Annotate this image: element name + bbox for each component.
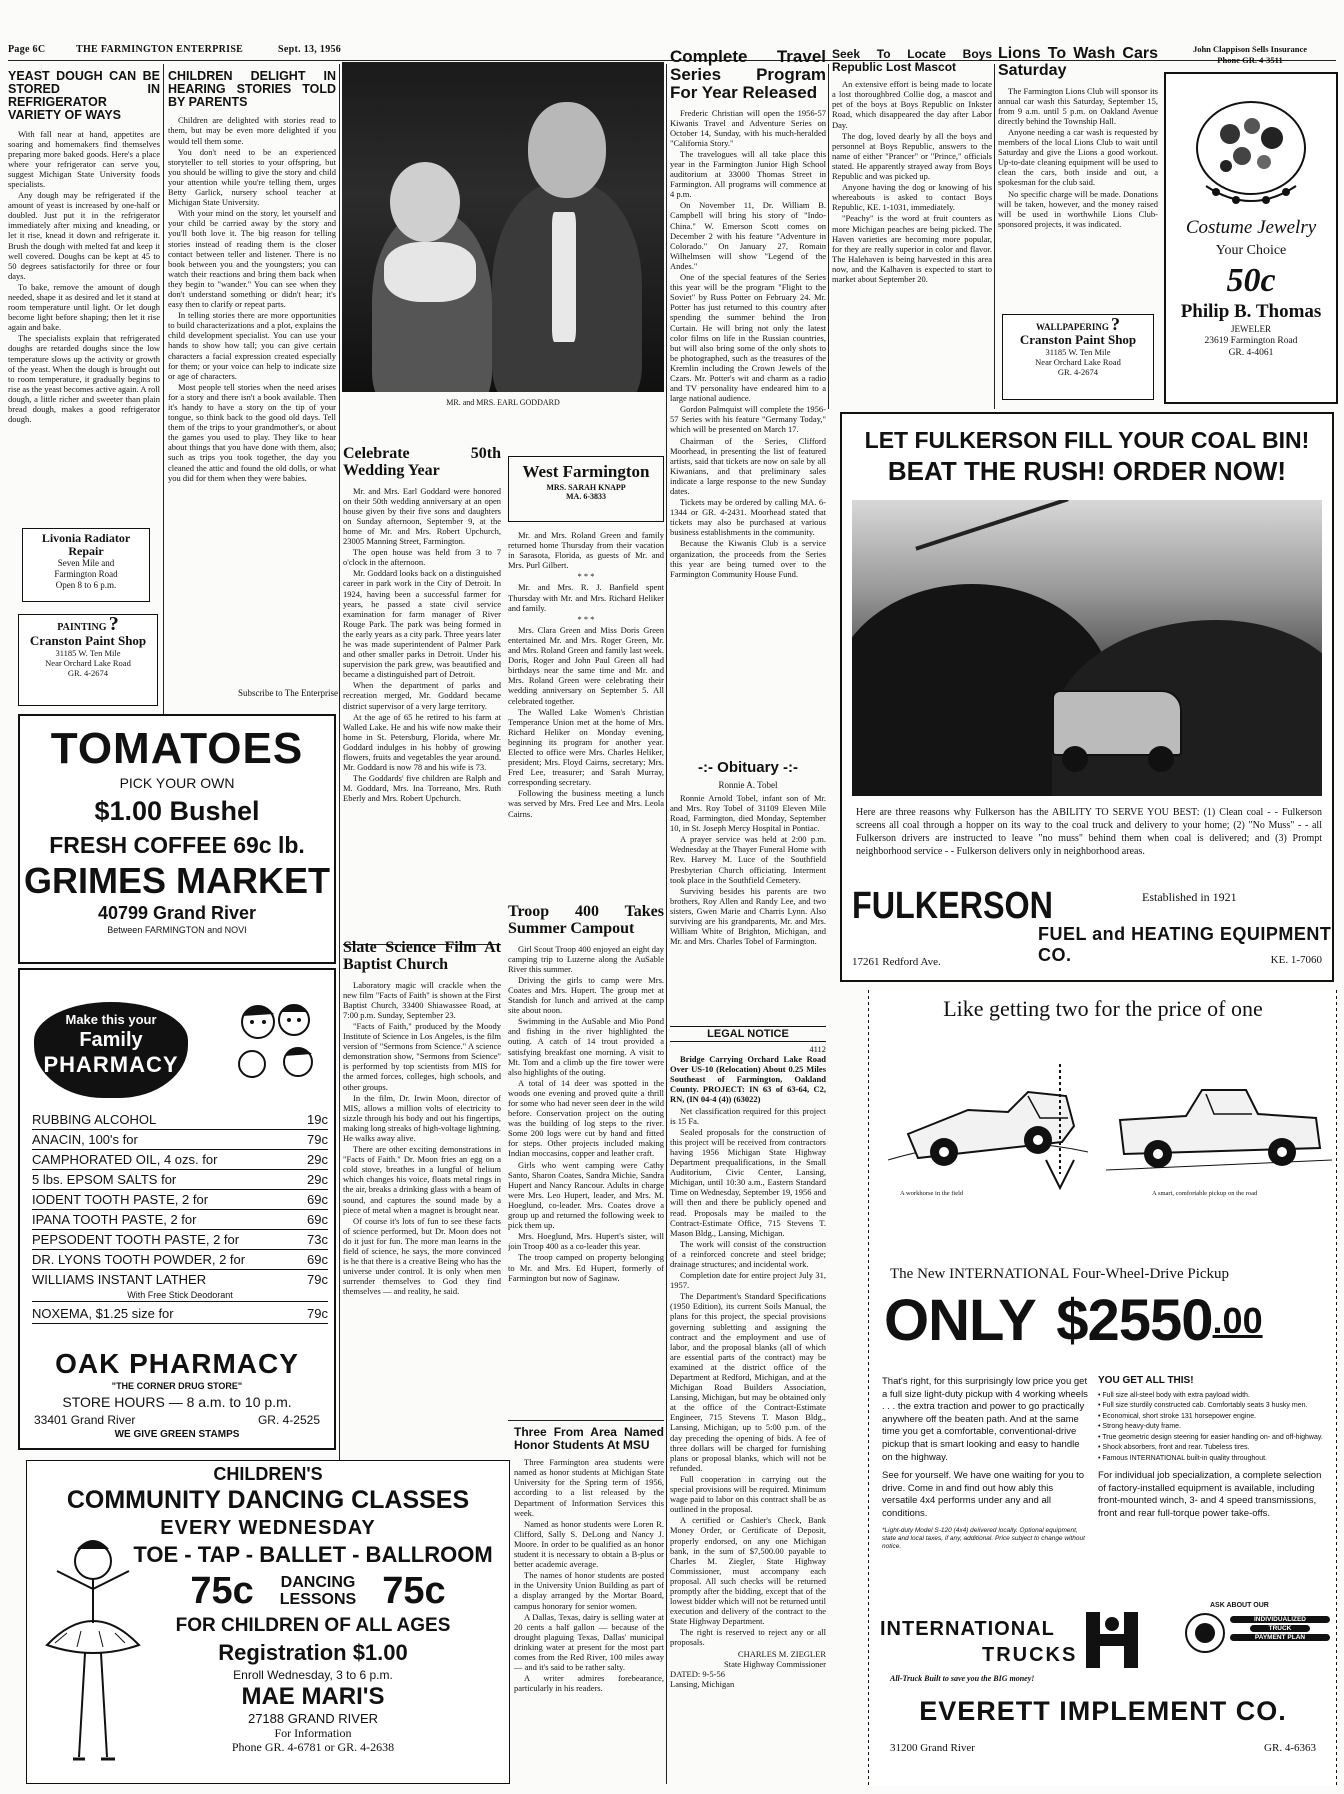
- feature-item: • Economical, short stroke 131 horsepower engine.: [1098, 1412, 1257, 1420]
- article-west-farmington: [508, 530, 664, 898]
- paragraph: The dog, loved dearly by all the boys and personnel at Boys Republic, answers to the name of either "Prancer" or "Prince," officials stated. He apparently strayed away from Boys Republic and was picked up.: [832, 130, 992, 182]
- article-honor-students: [514, 1426, 664, 1786]
- article-legal-notice: [670, 1026, 826, 1786]
- dance-day: EVERY WEDNESDAY: [160, 1517, 376, 1539]
- column-rule: [828, 64, 829, 409]
- question-mark: ?: [108, 614, 119, 635]
- family-illustration: [228, 992, 328, 1088]
- paragraph: Anyone having the dog or knowing of his whereabouts is asked to contact Boys Republic, KE. 1-1031, immediately.: [832, 182, 992, 213]
- lesson-price: 75c: [382, 1570, 446, 1612]
- ad-line: Repair: [68, 544, 104, 558]
- banner-line: Family: [79, 1029, 143, 1051]
- reporter-phone: MA. 6-3833: [566, 491, 606, 501]
- dance-line: CHILDREN'S: [213, 1464, 323, 1484]
- paragraph: Girl Scout Troop 400 enjoyed an eight day camping trip to Luzerne along the AuSable River this summer.: [508, 943, 664, 974]
- dealer-phone: GR. 4-6363: [1264, 1742, 1316, 1754]
- ad-line: Livonia Radiator: [41, 531, 131, 545]
- lesson-label-line: LESSONS: [279, 1591, 357, 1608]
- ad-copy: For individual job specialization, a complete selection of factory-installed equipment is available, including front-mounted winch, 3- and 4 speed transmissions, front and rear full-torque power take-offs.: [1098, 1470, 1322, 1519]
- paragraph: Three Farmington area students were named as honor students at Michigan State University for the Spring term of 1956, according to a list released by the Department of Information Services this week.: [514, 1457, 664, 1518]
- paragraph: You don't need to be an experienced storyteller to tell stories to your offspring, but you should be willing to give the story and child your attention while you're telling them, urges Betty Garlick, nursery school teacher at Michigan State University.: [168, 146, 336, 208]
- paragraph: When the department of parks and recreation merged, Mr. Goddard became district supervisor of a very large territory.: [343, 680, 501, 711]
- feature-item: • True geometric design steering for easier handling on- and off-highway.: [1098, 1433, 1323, 1441]
- paragraph: There are other exciting demonstrations in "Facts of Faith." Dr. Moon fries an egg on a cold stove, breathes in a lungful of helium which changes his voice, floats metal rings in the air, breaks a drinking glass with a beam of sound, and captures the sound made by a piece of metal when a magnet is brought near.: [343, 1144, 501, 1215]
- studio-address: 27188 GRAND RIVER: [247, 1711, 379, 1726]
- green-stamps: WE GIVE GREEN STAMPS: [114, 1429, 240, 1440]
- established: Established in 1921: [1142, 890, 1237, 904]
- paragraph: Named as honor students were Loren R. Clifford, Sally S. DeLong and Nancy J. Moore. In order to be qualified as an honor student it is necessary to obtain a B-plus or better academic average.: [514, 1518, 664, 1570]
- ad-grimes-market: [18, 714, 336, 964]
- headline: Celebrate 50th Wedding Year: [343, 446, 501, 479]
- item-name: CAMPHORATED OIL, 4 ozs. for: [32, 1152, 218, 1167]
- headline: Troop 400 Takes Summer Campout: [508, 904, 664, 937]
- feature-list: [1098, 1376, 1330, 1520]
- feature-item: • Full size all-steel body with extra payload width.: [1098, 1391, 1250, 1399]
- item-name: RUBBING ALCOHOL: [32, 1112, 157, 1127]
- reporter-name: MRS. SARAH KNAPP: [546, 482, 626, 492]
- store-address: 33401 Grand River: [34, 1413, 136, 1427]
- plan-line: PAYMENT PLAN: [1230, 1634, 1330, 1641]
- item-price: 69c: [307, 1192, 328, 1207]
- paragraph: Full cooperation in carrying out the special provisions will be required. Minimum wage paid to labor on this contract shall be as outlined in the proposal.: [670, 1473, 826, 1515]
- paragraph: Because the Kiwanis Club is a service organization, the proceeds from the Series this year are being turned over to the Farmington Community House Fund.: [670, 538, 826, 579]
- paragraph: Children are delighted with stories read to them, but may be even more delighted if you would tell them some.: [168, 115, 336, 146]
- feature-item: • Strong heavy-duty frame.: [1098, 1423, 1181, 1430]
- ih-logo-icon: [1084, 1610, 1140, 1670]
- ad-coffee: FRESH COFFEE 69c lb.: [49, 832, 305, 858]
- lesson-label-line: DANCING: [280, 1574, 356, 1591]
- ad-copy: See for yourself. We have one waiting for you to drive. Come in and find out how ably this versatile 4x4 performs under any and all conditions.: [882, 1470, 1085, 1519]
- ad-mae-maris-dance: [26, 1460, 510, 1784]
- enroll: Enroll Wednesday, 3 to 6 p.m.: [233, 1668, 393, 1682]
- photo-face: [390, 162, 460, 242]
- truck-road-illustration: [1106, 1050, 1332, 1190]
- headline: CHILDREN DELIGHT IN HEARING STORIES TOLD BY PARENTS: [168, 70, 336, 110]
- price-row: [32, 1230, 328, 1250]
- truck-wheel: [1062, 746, 1088, 772]
- jewelry-illustration: [1186, 86, 1316, 216]
- paragraph: At the age of 65 he retired to his farm at Walled Lake. He and his wife now make their home in St. Petersburg, Florida, where Mr. Goddard indulges in his hobby of growing flowers, fruits and vegetables the year around. Mr. Goddard is now 78 and his wife is 73.: [343, 711, 501, 773]
- paragraph: No specific charge will be made. Donations will be taken, however, and the money raised will be used in worthwhile Lions Club-sponsored projects, it was indicated.: [998, 188, 1158, 229]
- script-title: Costume Jewelry: [1185, 217, 1317, 238]
- paragraph: Girls who went camping were Cathy Santo, Sharon Coates, Sandra Michie, Sandra Hupert and Nancy Rancour. Adults in charge were Mrs. Leo Hupert, leader, and Mrs. M. Hoeglund, co-leader. Mrs. Coates drove a group up and returned the following week to pick them up.: [508, 1159, 664, 1231]
- feature-text: True geometric design steering for easier handling on- and off-highway.: [1102, 1433, 1323, 1441]
- paragraph: The Department's Standard Specifications (1950 Edition), its current Soils Manual, the plans for this project, the special provisions governing subletting and assigning the contract and the employment and use of labor, and the proposal blanks (all of which are essential parts of the contract) may be examined at the district office of the Department at Redford, Michigan, and at the Michigan Road Builders Association, Lansing, Michigan, but may be obtained only at the office of the Contract-Estimate Engineer, 715 Stevens T. Mason Bldg., Lansing, Michigan, up to 5:00 p.m. of the day preceding the opening of bids. A fee of three dollars will be charged for furnishing plans or proposal blanks, which will not be refunded.: [670, 1291, 826, 1473]
- banner-line: Make this your: [65, 1012, 157, 1027]
- paragraph: The troop camped on property belonging to Mr. and Mrs. Ed Hupert, formerly of Farmington but now of Saginaw.: [508, 1252, 664, 1283]
- paragraph: Sealed proposals for the construction of this project will be received from contractors having 1956 Michigan State Highway Department prequalifications, in the Small Auditorium, Civic Center, Lansing, Michigan, until 10:30 a.m., Eastern Standard Time on Wednesday, September 19, 1956 and will then and there be publicly opened and read. Proposals may be mailed to the Contract-Estimate Office, 715 Stevens T. Mason Bldg., Lansing, Michigan.: [670, 1126, 826, 1238]
- studio-phone: Phone GR. 4-6781 or GR. 4-2638: [231, 1740, 395, 1754]
- feature-item: • Full size sturdily constructed cab. Comfortably seats 3 husky men.: [1098, 1402, 1308, 1409]
- ad-line: Farmington Road: [54, 569, 118, 579]
- store-address: 40799 Grand River: [97, 903, 257, 923]
- payment-plan-badge: [1230, 1616, 1330, 1641]
- article-children-stories: [168, 70, 336, 688]
- shop-name: Cranston Paint Shop: [1019, 332, 1137, 347]
- truck-wheel: [1148, 746, 1174, 772]
- ad-service: PAINTING: [57, 622, 107, 633]
- ad-subtitle: PICK YOUR OWN: [119, 775, 235, 791]
- truck-price-cents: .00: [1212, 1300, 1263, 1341]
- headline: YEAST DOUGH CAN BE STORED IN REFRIGERATOR VARIETY OF WAYS: [8, 70, 160, 123]
- company-phone: KE. 1-7060: [1270, 954, 1322, 966]
- item-name: IODENT TOOTH PASTE, 2 for: [32, 1192, 209, 1207]
- price-row: [32, 1110, 328, 1130]
- signature: CHARLES M. ZIEGLER: [737, 1648, 826, 1659]
- ad-dashed-border: [1336, 990, 1337, 1786]
- article-troop-400: [508, 904, 664, 1374]
- paragraph: The names of honor students are posted in the University Union Building as part of a display arranged by the Mortar Board, campus honorary for senior women.: [514, 1570, 664, 1611]
- photo-caption: MR. and MRS. EARL GODDARD: [446, 398, 560, 407]
- conveyor: [915, 500, 1068, 551]
- paragraph: Completion date for entire project July 31, 1957.: [670, 1270, 826, 1291]
- paragraph: A Dallas, Texas, dairy is selling water at 20 cents a half gallon — because of the drought plaguing Texas, Dallas' municipal drinking water at present for the most part comes from the Red River, 100 miles away — and it's said to be rather salty.: [514, 1611, 664, 1673]
- ad-philip-thomas-jeweler: [1164, 72, 1338, 404]
- insurance-line: John Clappison Sells Insurance: [1192, 44, 1308, 54]
- paragraph: Mr. and Mrs. R. J. Banfield spent Thursday with Mr. and Mrs. Richard Heliker and family.: [508, 582, 664, 613]
- column-rule: [163, 64, 164, 714]
- paragraph: To bake, remove the amount of dough needed, shape it as desired and let it stand at room temperature until light. Or let dough become light before shaping; then let it rise again and bake.: [8, 281, 160, 333]
- feature-text: Economical, short stroke 131 horsepower engine.: [1102, 1412, 1257, 1420]
- paper-name: THE FARMINGTON ENTERPRISE: [76, 44, 244, 55]
- jeweler-address: 23619 Farmington Road: [1204, 336, 1298, 346]
- paragraph: "Peachy" is the word at fruit counters as more Michigan peaches are being picked. The Haven varieties are becoming more popular, for they are really superior in color and flavor. The Halehaven is being harvested in this area now, and the Kalhaven is expected to start to market about September 20.: [832, 213, 992, 284]
- ad-left-copy: [882, 1376, 1088, 1551]
- shop-address: 31185 W. Ten Mile: [1045, 347, 1111, 357]
- article-goddard-anniversary: [343, 446, 501, 936]
- ad-dashed-border: [868, 990, 869, 1786]
- feature-text: Strong heavy-duty frame.: [1102, 1423, 1181, 1430]
- store-phone: GR. 4-2525: [257, 1413, 320, 1427]
- paragraph: Swimming in the AuSable and Mio Pond and fishing in the river highlighted the outing. A catch of 14 trout provided a satisfying breakfast one morning. A visit to Mt. Tom and a climb up the fire tower were also highlights of the outing.: [508, 1016, 664, 1077]
- paragraph: Most people tell stories when the need arises for a story and there isn't a book available. Then it's handy to have a story on the tip of your tongue, so think back to the good old days. Tell them of the trips to your grandmother's, or about the games you used to play. They like to hear about things that you have done with them, also; such as trips you took together, the day you cleaned the attic and found the old dolls, or what you did for them when they were babies.: [168, 381, 336, 483]
- item-price: 69c: [307, 1212, 328, 1227]
- ad-headline: BEAT THE RUSH! ORDER NOW!: [887, 456, 1287, 486]
- price-list: [32, 1110, 328, 1324]
- only-label: ONLY: [884, 1288, 1036, 1353]
- deceased-name: Ronnie A. Tobel: [718, 779, 778, 790]
- paragraph: Mrs. Clara Green and Miss Doris Green entertained Mr. and Mrs. Roger Green, Mr. and Mrs. Roland Green and family last week. Doris, Roger and John Paul Green all had birthdays near the same time and Mr. and Mrs. Roland Green were celebrating their wedding anniversary on September 5. All celebrated together.: [508, 624, 664, 706]
- truck-price: $2550: [1056, 1288, 1213, 1353]
- feature-item: • Famous INTERNATIONAL built-in quality throughout.: [1098, 1454, 1267, 1462]
- price-row: [32, 1270, 328, 1289]
- banner-line: PHARMACY: [43, 1052, 179, 1077]
- payment-plan-icon: [1184, 1612, 1226, 1654]
- ad-cranston-wallpapering: [1002, 314, 1154, 400]
- article-science-film: [343, 940, 501, 1460]
- paragraph: Laboratory magic will crackle when the new film "Facts of Faith" is shown at the First Baptist Church, 33400 Shiawassee Road, at 7:00 p.m. Sunday, September 23.: [343, 979, 501, 1020]
- fine-print: *Light-duty Model S-120 (4x4) delivered locally. Optional equipment, state and local taxes, if any, additional. Price subject to change without notice.: [882, 1526, 1085, 1550]
- plan-line: TRUCK: [1250, 1625, 1310, 1632]
- insurance-phone: Phone GR. 4-3511: [1217, 55, 1283, 65]
- ask-label: ASK ABOUT OUR: [1210, 1602, 1269, 1609]
- paragraph: The Walled Lake Women's Christian Temperance Union met at the home of Mrs. Richard Heliker on Monday evening, beginning its program for another year. Elected to office were Mrs. Charles Heliker, president; Mrs. Floyd Cairns, secretary; Mrs. Fred Lee, treasurer; and Sarah Murray, corresponding secretary.: [508, 706, 664, 788]
- paragraph: A total of 14 deer was spotted in the woods one evening and proved quite a thrill for some who had never seen deer in the wild before. Conservation project on the outing was the building of log steps to the river. Some 200 logs were cut by hand and fitted for steps. Other projects included making Indian moccasins, copper and leather craft.: [508, 1077, 664, 1159]
- paragraph: Any dough may be refrigerated if the amount of yeast is increased by one-half or doubled. Just put it in the refrigerator immediately after mixing and kneading, or let it rise, knead it down and refrigerate it. Brush the dough with melted fat and keep it well covered. Doughs can be kept at 45 to 50 degrees satisfactorily for three or four days.: [8, 190, 160, 281]
- store-location: Between FARMINGTON and NOVI: [107, 925, 247, 935]
- paragraph: Mr. and Mrs. Earl Goddard were honored on their 50th wedding anniversary at an open house given by their five sons and daughters on Sunday afternoon, September 9, at the home of Mr. and Mrs. Robert Upchurch, 23005 Manning Street, Farmington.: [343, 485, 501, 547]
- price-row: [32, 1170, 328, 1190]
- price-row: [32, 1130, 328, 1150]
- ad-international-trucks: [870, 990, 1336, 1786]
- ad-price: $1.00 Bushel: [94, 796, 260, 826]
- store-tagline: "THE CORNER DRUG STORE": [111, 1381, 243, 1391]
- paragraph: Frederic Christian will open the 1956-57 Kiwanis Travel and Adventure Series on October 14, Sunday, with his much-heralded "California Story.": [670, 107, 826, 148]
- article-travel-series: [670, 48, 826, 754]
- feature-text: Full size all-steel body with extra payload width.: [1102, 1391, 1250, 1399]
- price: 50c: [1226, 262, 1276, 299]
- item-price: 19c: [307, 1112, 328, 1127]
- price-row: [32, 1190, 328, 1210]
- article-yeast-dough: [8, 70, 160, 520]
- plan-line: INDIVIDUALIZED: [1230, 1616, 1330, 1623]
- ad-cranston-painting: [18, 614, 158, 706]
- paragraph: Surviving besides his parents are two brothers, Roy Allen and Randy Lee, and two sisters, Gwen Marie and Charris Lynn. Also surviving are his grandparents, Mr. and Mrs. William White of Brighton, Michigan, and Mr. and Mrs. Charles Tobel of Farmington.: [670, 885, 826, 947]
- photo-shirt: [552, 212, 576, 342]
- item-note: With Free Stick Deodorant: [32, 1289, 328, 1302]
- jeweler-title: JEWELER: [1231, 324, 1271, 334]
- price-row: [32, 1210, 328, 1230]
- item-name: NOXEMA, $1.25 size for: [32, 1306, 174, 1321]
- brand-slogan: All-Truck Built to save you the BIG money!: [890, 1674, 1035, 1683]
- studio-name: MAE MARI'S: [241, 1683, 385, 1710]
- company-tagline: FUEL and HEATING EQUIPMENT CO.: [1038, 924, 1332, 965]
- headline: Complete Travel Series Program For Year Released: [670, 48, 826, 102]
- item-price: 69c: [307, 1252, 328, 1267]
- family-pharmacy-banner: [34, 1002, 188, 1098]
- paragraph: The Goddards' five children are Ralph and M. Goddard, Mrs. Ina Torreano, Mrs. Ruth Eberly and Mrs. Robert Upchurch.: [343, 773, 501, 804]
- feature-text: Full size sturdily constructed cab. Comfortably seats 3 husky men.: [1102, 1402, 1308, 1409]
- column-rule: [666, 64, 667, 1784]
- price-row: [32, 1150, 328, 1170]
- ad-copy: That's right, for this surprisingly low price you get a full size light-duty pickup with 4 working wheels . . . the extra traction and power to go practically anywhere off the beaten path. And at the same time you get a comfortable, conventional-drive pickup that is smart looking and easy to handle on the highway.: [882, 1376, 1088, 1463]
- paragraph: Mrs. Hoeglund, Mrs. Hupert's sister, will join Troop 400 as a co-leader this year.: [508, 1231, 664, 1252]
- item-price: 29c: [307, 1172, 328, 1187]
- ad-service: WALLPAPERING: [1036, 322, 1109, 332]
- ad-oak-pharmacy: [18, 968, 336, 1450]
- paragraph: Of course it's lots of fun to see these facts of science performed, but Dr. Moon does not do it just for fun. The more man learns in the field of science, he says, the more convinced is he that there is a creative Being who has the universe under control. It is only when men surrender themselves to God they find themselves — and reality, he said.: [343, 1215, 501, 1297]
- paragraph: The open house was held from 3 to 7 o'clock in the afternoon.: [343, 547, 501, 568]
- ad-livonia-radiator: [22, 528, 150, 602]
- headline: Slate Science Film At Baptist Church: [343, 940, 501, 973]
- paragraph: Driving the girls to camp were Mrs. Coates and Mrs. Hupert. The group met at Standish for lunch and arrived at the camp site about noon.: [508, 974, 664, 1016]
- paragraph: The right is reserved to reject any or all proposals.: [670, 1627, 826, 1648]
- caption-field: A workhorse in the field: [900, 1190, 964, 1197]
- paragraph: "Facts of Faith," produced by the Moody Institute of Science in Los Angeles, is the film version of "Sermons from Science." A science demonstration show, "Sermons from Science" is performed by top scientists from MIS for the armed forces, colleges, high schools, and other groups.: [343, 1020, 501, 1092]
- ad-fulkerson-coal: [840, 412, 1334, 982]
- feature-item: • Shock absorbers, front and rear. Tubeless tires.: [1098, 1444, 1250, 1451]
- item-price: 79c: [307, 1132, 328, 1147]
- paragraph: Bridge Carrying Orchard Lake Road Over US-10 (Relocation) About 0.25 Miles Southeast of Farmington, Oakland County. PROJECT: IN 63 of 63-64, C2, RN, (IN 04-4 (4)) (63022): [670, 1054, 826, 1105]
- item-price: 79c: [307, 1272, 328, 1287]
- paragraph: Ronnie Arnold Tobel, infant son of Mr. and Mrs. Roy Tobel of 31109 Eleven Mile Road, Farmington, died Monday, September 10, in St. Joseph Mercy Hospital in Pontiac.: [670, 792, 826, 834]
- section-title: LEGAL NOTICE: [670, 1026, 826, 1042]
- paragraph: Tickets may be ordered by calling MA. 6-1344 or GR. 4-2431. Moorhead stated that tickets may also be purchased at various business establishments in the community.: [670, 497, 826, 538]
- item-price: 73c: [307, 1232, 328, 1247]
- insurance-notice: [1162, 44, 1338, 66]
- store-name: OAK PHARMACY: [55, 1348, 299, 1379]
- item-name: 5 lbs. EPSOM SALTS for: [32, 1172, 177, 1187]
- paragraph: A certified or Cashier's Check, Bank Money Order, or Certificate of Deposit, properly endorsed, on any one Michigan bank, in the sum of $7,500.00 payable to Charles M. Ziegler, State Highway Commissioner, must accompany each proposal. All such checks will be returned promptly after the bidding, except that of the lowest bidder which will not be returned until execution and delivery of the contract to the State Highway Department.: [670, 1515, 826, 1627]
- store-contact: [20, 1412, 334, 1428]
- paragraph: In telling stories there are more opportunities to build characterizations and a plot, explains the child development specialist. You can use your hands to show how tall; you can give certain characters a facial expression created especially for them; or your voice can help to indicate size or age of characters.: [168, 310, 336, 381]
- ad-subheadline: The New INTERNATIONAL Four-Wheel-Drive Pickup: [890, 1266, 1230, 1282]
- studio-info: For Information: [274, 1726, 352, 1740]
- feature-text: Shock absorbers, front and rear. Tubeless tires.: [1102, 1444, 1250, 1451]
- shop-phone: GR. 4-2674: [67, 668, 109, 678]
- paragraph: On November 11, Dr. William B. Campbell will bring his story of "Indo-China." W. Emerson Scott comes on December 2 with his feature "Adventure in Colorado." On January 27, Romain Wilhelmsen will show "Legend of the Andes.": [670, 200, 826, 271]
- paragraph: An extensive effort is being made to locate a lost thoroughbred Collie dog, a mascot and pet of the boys at Boys Republic on Inkster Road, which disappeared the day after Labor Day.: [832, 79, 992, 130]
- dance-line: COMMUNITY DANCING CLASSES: [66, 1486, 470, 1514]
- price-row: [32, 1250, 328, 1270]
- dance-ages: FOR CHILDREN OF ALL AGES: [175, 1615, 451, 1636]
- lesson-label: [280, 1574, 356, 1608]
- ad-title: TOMATOES: [50, 724, 304, 773]
- paragraph: The work will consist of the construction of a reinforced concrete and steel bridge; drainage structures; and incidental work.: [670, 1238, 826, 1269]
- jeweler-phone: GR. 4-4061: [1228, 348, 1274, 358]
- item-name: IPANA TOOTH PASTE, 2 for: [32, 1212, 197, 1227]
- separator: * * *: [577, 571, 595, 582]
- dance-styles: TOE - TAP - BALLET - BALLROOM: [133, 1542, 493, 1567]
- paragraph: Chairman of the Series, Clifford Moorhead, in presenting the list of featured artists, said that tickets are now on sale by all Kiwanians, and that preliminary sales indicate a large response to the new Sunday dates.: [670, 435, 826, 496]
- west-farmington-header: [508, 456, 664, 522]
- paragraph: The specialists explain that refrigerated doughs are retarded doughs since the low temperature slows up the activity or growth of the yeast. When the dough is brought out to room temperature, it gradually begins to rise as the yeast becomes active again. A roll dough, a little richer and sweeter than plain bread dough, makes a good refrigerator dough.: [8, 333, 160, 425]
- subscribe-line: Subscribe to The Enterprise: [237, 688, 338, 698]
- article-lions-car-wash: [998, 46, 1158, 306]
- item-name: DR. LYONS TOOTH POWDER, 2 for: [32, 1252, 246, 1267]
- paragraph: The travelogues will all take place this year in the Farmington Junior High School auditorium at 33000 Thomas Street in Farmington. All programs will commence at 4 p.m.: [670, 148, 826, 200]
- ad-headline: LET FULKERSON FILL YOUR COAL BIN!: [864, 427, 1310, 453]
- paragraph: In the film, Dr. Irwin Moon, director of MIS, allows a million volts of electricity to sizzle through his body and out his fingertips, making long streaks of high-voltage lightning. He walks away alive.: [343, 1092, 501, 1143]
- headline: Seek To Locate Boys Republic Lost Mascot: [832, 48, 992, 74]
- choice-label: Your Choice: [1215, 243, 1287, 258]
- headline: Three From Area Named Honor Students At MSU: [514, 1426, 664, 1452]
- paragraph: A prayer service was held at 2:00 p.m. Wednesday at the Thayer Funeral Home with Rev. Harvey M. Luce of the Southfield Presbyterian Church officiating. Interment took place in the Southfield Cemetery.: [670, 834, 826, 885]
- store-name: GRIMES MARKET: [24, 860, 330, 901]
- pharmacy-footer: [20, 1348, 334, 1442]
- notice-location: Lansing, Michigan: [670, 1678, 735, 1689]
- feature-text: Famous INTERNATIONAL built-in quality throughout.: [1102, 1454, 1267, 1462]
- item-name: ANACIN, 100's for: [32, 1132, 138, 1147]
- shop-phone: GR. 4-2674: [1057, 367, 1099, 377]
- price-row: [32, 1304, 328, 1324]
- issue-date: Sept. 13, 1956: [278, 44, 342, 55]
- brand-name: INTERNATIONAL: [880, 1618, 1055, 1640]
- paragraph: The Farmington Lions Club will sponsor its annual car wash this Saturday, September 15, from 9 a.m. until 5 p.m. on Oakland Avenue directly behind the Township Hall.: [998, 85, 1158, 126]
- item-name: PEPSODENT TOOTH PASTE, 2 for: [32, 1232, 240, 1247]
- notice-date: DATED: 9-5-56: [670, 1668, 726, 1679]
- photo-goddard-couple: [342, 62, 664, 392]
- photo-face: [528, 102, 606, 198]
- lesson-price: 75c: [190, 1570, 254, 1612]
- dealer-address: 31200 Grand River: [890, 1742, 975, 1754]
- shop-address: 31185 W. Ten Mile: [55, 648, 121, 658]
- paragraph: Anyone needing a car wash is requested by members of the local Lions Club to wait until Saturday and give the Lions a good workout. Up-to-date cleaning equipment will be used to clean the cars, both inside and out, a spokesman for the club said.: [998, 126, 1158, 188]
- ballerina-illustration: [37, 1527, 147, 1777]
- article-obituary: [670, 760, 826, 1020]
- dealer-name: EVERETT IMPLEMENT CO.: [919, 1696, 1287, 1726]
- brand-trucks: TRUCKS: [982, 1644, 1078, 1666]
- shop-address-note: Near Orchard Lake Road: [45, 658, 131, 668]
- paragraph: With fall near at hand, appetites are soaring and homemakers find themselves preparing more baked goods. Here's a place where your refrigerator can serve you, suggest Michigan State University foods specialists.: [8, 128, 160, 189]
- paragraph: Mr. Goddard looks back on a distinguished career in park work in the City of Detroit. In 1924, having been a successful farmer for years, he passed a state civil service examination for farm manager of River Rouge Park. The park was being formed in the early years as a city park. Three years later he was made superintendent of Palmer Park and other smaller parks in Detroit. Under his supervision the park grew, was beautified and became a distinguished part of Detroit.: [343, 568, 501, 680]
- column-title: West Farmington: [522, 462, 650, 481]
- headline: Lions To Wash Cars Saturday: [998, 46, 1158, 79]
- notice-number: 4112: [809, 1044, 826, 1054]
- feature-title: YOU GET ALL THIS!: [1098, 1375, 1194, 1386]
- ad-line: Open 8 to 6 p.m.: [55, 580, 117, 590]
- dotted-arrow: [1040, 1064, 1080, 1194]
- paragraph: Following the business meeting a lunch was served by Mrs. Fred Lee and Mrs. Leola Cairns.: [508, 788, 664, 819]
- separator: * * *: [577, 613, 595, 624]
- price-banner: [884, 1286, 1263, 1371]
- caption-road: A smart, comfortable pickup on the road: [1152, 1190, 1258, 1197]
- article-rule: [508, 1420, 664, 1421]
- photo-lace-collar: [384, 242, 476, 302]
- question-mark: ?: [1110, 314, 1120, 334]
- paragraph: Mr. and Mrs. Roland Green and family returned home Thursday from their vacation in Sarasota, Florida, as guests of Mr. and Mrs. Purl Gilbert.: [508, 530, 664, 571]
- company-address: 17261 Redford Ave.: [852, 956, 941, 968]
- paragraph: With your mind on the story, let yourself and your child be carried away by the story and you'll both love it. The big reason for telling stories instead of reading them is the closer contact between teller and listener. There is no book between you and the youngsters; you can watch their reactions and bring them back when they begin to "wander." You can see when they don't understand something or didn't hear; it's easy then to clarify or repeat parts.: [168, 208, 336, 310]
- ad-body: Here are three reasons why Fulkerson has the ABILITY TO SERVE YOU BEST: (1) Clean coal - - Fulkerson screens all coal through a hopper on its way to the coal truck and delivery to your home; (2) "No Muss" - - all Fulkerson drivers are instructed to leave "no muss" behind them when coal is delivered; and (3) Prompt neighborhood service - - Fulkerson delivers only in neighborhood areas.: [856, 807, 1322, 857]
- column-rule: [994, 64, 995, 409]
- section-title: -:- Obituary -:-: [698, 760, 798, 776]
- shop-address-note: Near Orchard Lake Road: [1035, 357, 1121, 367]
- store-hours: STORE HOURS — 8 a.m. to 10 p.m.: [62, 1394, 292, 1410]
- jeweler-name: Philip B. Thomas: [1180, 301, 1322, 322]
- signature-title: State Highway Commissioner: [724, 1658, 826, 1669]
- ad-headline: Like getting two for the price of one: [943, 996, 1263, 1021]
- company-name: FULKERSON: [852, 885, 1053, 927]
- item-price: 79c: [307, 1306, 328, 1321]
- item-price: 29c: [307, 1152, 328, 1167]
- page-number: Page 6C: [8, 44, 46, 55]
- paragraph: One of the special features of the Series this year will be the program "Flight to the Soviet" by Russ Potter on February 24. Mr. Potter has just returned to this country after spending the summer behind the Iron Curtain. He will bring not only the latest color films on life in the Russian countries, but will also bring some of the only shots to be photographed, such as the treasures of the Kremlin including the Crown Jewels of the Czars. Mr. Potter's wit and charm as a radio and TV personality have endeared him to a large national audience.: [670, 272, 826, 404]
- item-name: WILLIAMS INSTANT LATHER: [32, 1272, 207, 1287]
- coal-yard-photo: [852, 500, 1322, 796]
- paragraph: Gordon Palmquist will complete the 1956-57 Series with his feature "Germany Today," which will be presented on March 17.: [670, 404, 826, 435]
- registration: Registration $1.00: [218, 1640, 408, 1665]
- ad-line: Seven Mile and: [57, 558, 115, 568]
- paragraph: Net classification required for this project is 15 Fa.: [670, 1105, 826, 1126]
- shop-name: Cranston Paint Shop: [29, 633, 147, 648]
- article-boys-republic: [832, 48, 992, 404]
- paragraph: A writer admires forebearance, particularly in his readers.: [514, 1673, 664, 1694]
